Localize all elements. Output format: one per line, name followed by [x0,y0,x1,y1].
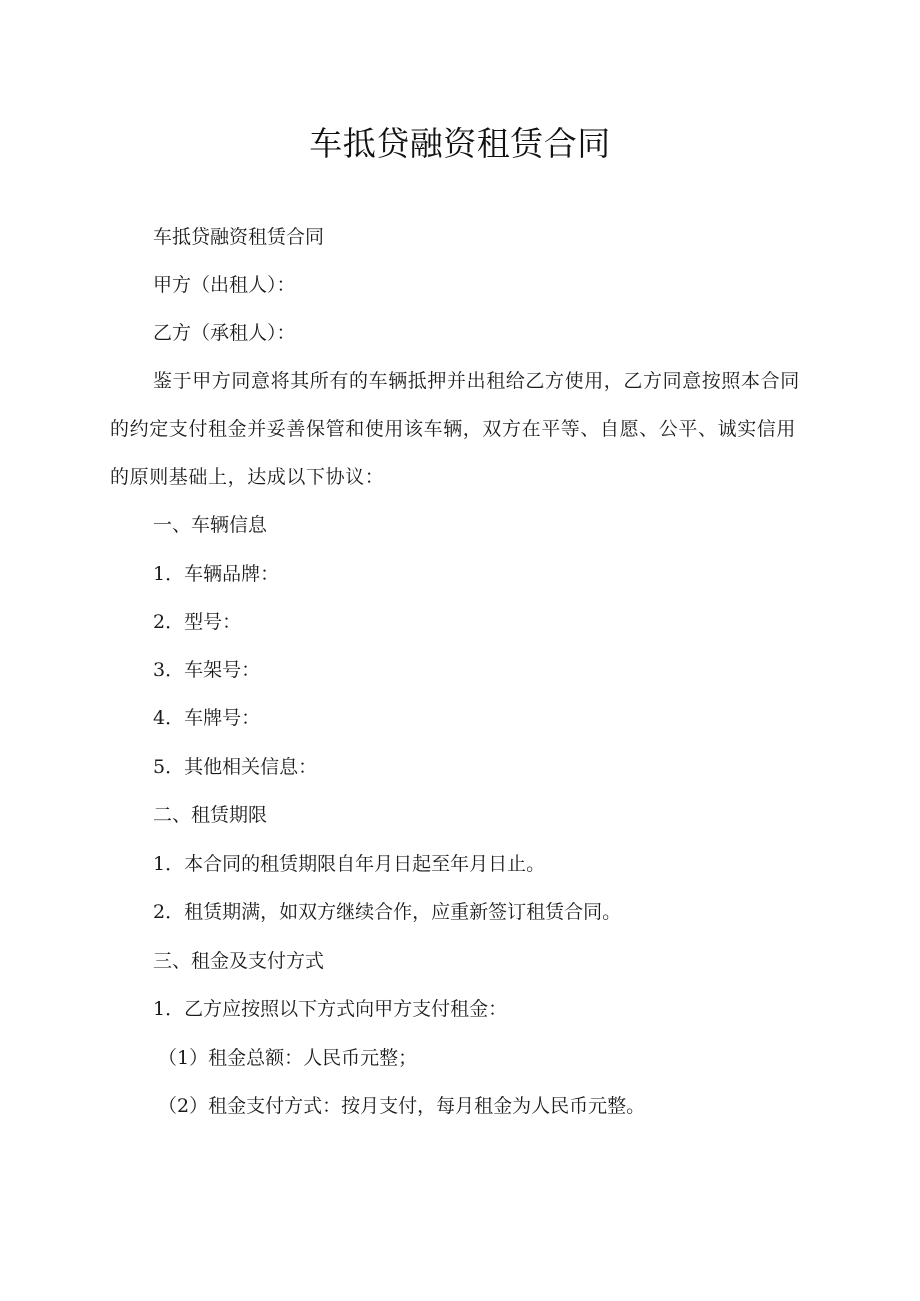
party-b-line: 乙方（承租人）： [153,322,296,344]
section-1-item: 4．车牌号： [153,707,261,729]
preamble-line-3: 的原则基础上，达成以下协议： [110,466,385,488]
preamble-line-1: 鉴于甲方同意将其所有的车辆抵押并出租给乙方使用，乙方同意按照本合同 [153,370,800,392]
section-1-item: 1．车辆品牌： [153,563,280,585]
section-3-subitem: （2）租金支付方式：按月支付，每月租金为人民币元整。 [158,1095,646,1117]
section-2-item: 1．本合同的租赁期限自年月日起至年月日止。 [153,853,546,875]
preamble-line-2: 的约定支付租金并妥善保管和使用该车辆，双方在平等、自愿、公平、诚实信用 [110,418,797,440]
section-2-item: 2．租赁期满，如双方继续合作，应重新签订租赁合同。 [153,901,622,923]
section-3-heading: 三、租金及支付方式 [153,950,325,972]
section-1-item: 5．其他相关信息： [153,756,318,778]
party-a-line: 甲方（出租人）： [153,274,296,296]
document-title: 车抵贷融资租赁合同 [309,124,611,163]
section-1-item: 3．车架号： [153,659,261,681]
section-3-subitem: （1）租金总额：人民币元整； [158,1047,418,1069]
section-3-item: 1．乙方应按照以下方式向甲方支付租金： [153,998,508,1020]
intro-title-line: 车抵贷融资租赁合同 [153,226,325,248]
section-1-heading: 一、车辆信息 [153,514,268,536]
section-2-heading: 二、租赁期限 [153,804,268,826]
section-1-item: 2．型号： [153,611,242,633]
